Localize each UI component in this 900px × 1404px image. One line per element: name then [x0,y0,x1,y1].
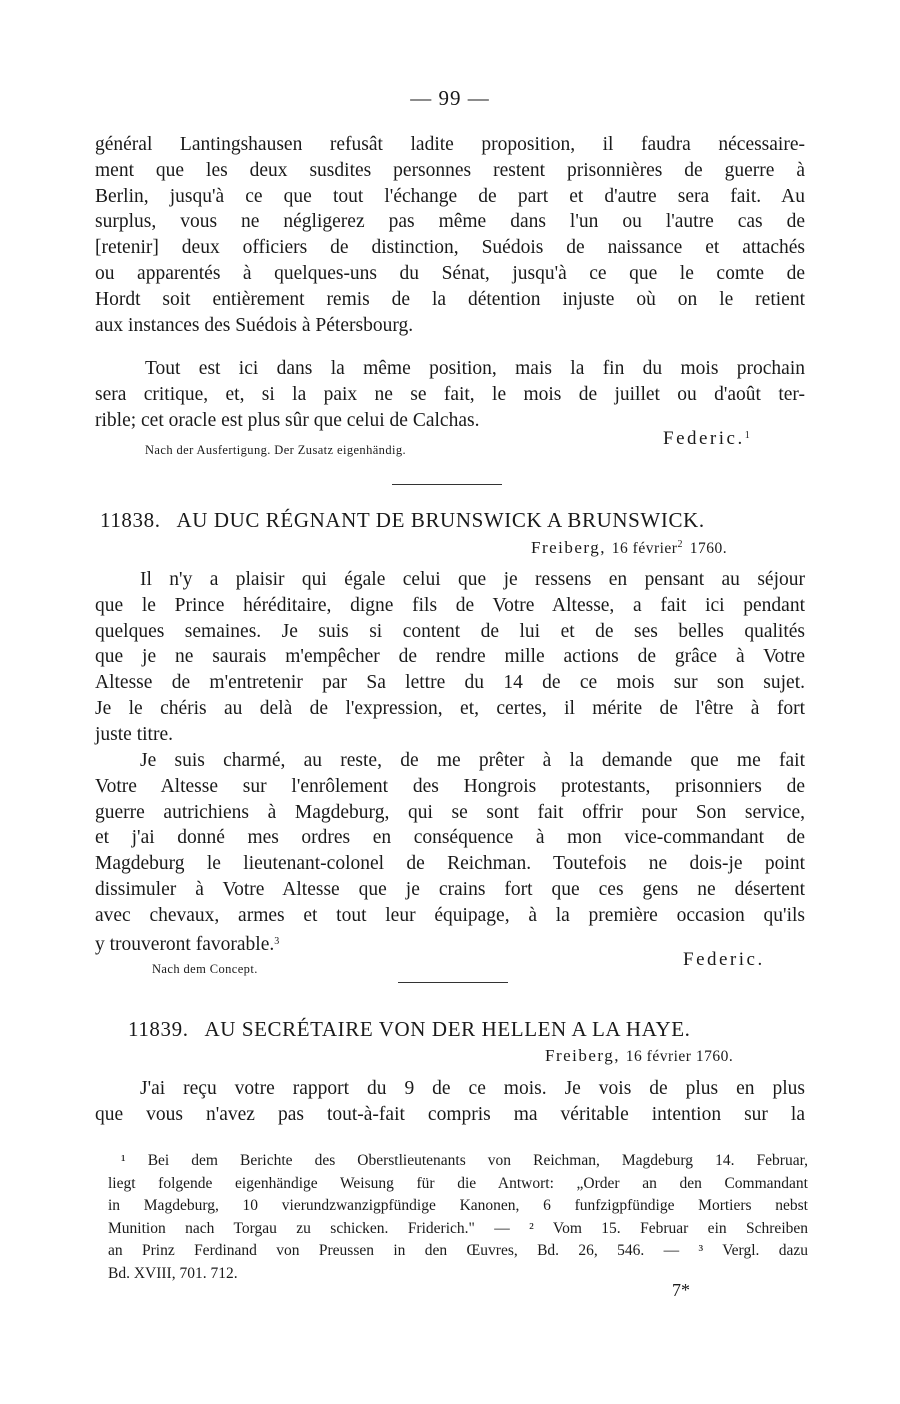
text-line: Votre Altesse sur l'enrôlement des Hongrois protestants, prisonniers de [95,775,805,797]
source-note: Nach der Ausfertigung. Der Zusatz eigenhändig. [145,443,407,457]
place-date [545,1046,733,1066]
text-line: Tout est ici dans la même position, mais la fin du mois prochain [145,358,805,379]
footnote-line: Munition nach Torgau zu schicken. Friderich." — ² Vom 15. Februar ein Schreiben [108,1219,808,1237]
text-line: dissimuler à Votre Altesse que je crains fort que ces gens ne désertent [95,878,805,900]
footnote-line: an Prinz Ferdinand von Preussen in den Œuvres, Bd. 26, 546. — ³ Vergl. dazu [108,1242,808,1259]
footnote-line: Bd. XVIII, 701. 712. [108,1264,238,1282]
date: 16 février [611,540,678,557]
text-line: aux instances des Suédois à Pétersbourg. [95,314,414,336]
text-line: rible; cet oracle est plus sûr que celui de Calchas. [95,409,480,431]
text-line: Je suis charmé, au reste, de me prêter à la demande que me fait [140,750,805,771]
text-line: Magdeburg le lieutenant-colonel de Reichman. Toutefois ne dois-je point [95,853,805,875]
footnotes [108,1150,808,1285]
letter-heading [128,1017,691,1042]
date-year: 1760. [689,540,728,557]
signature-text: Federic. [663,428,745,449]
letter-number: 11838. [100,508,161,532]
footnote-ref: 2 [677,539,684,550]
text-line: Il n'y a plaisir qui égale celui que je ressens en pensant au séjour [140,569,805,590]
letter-title: AU SECRÉTAIRE VON DER HELLEN A LA HAYE. [204,1017,691,1041]
text-line: [retenir] deux officiers de distinction, Suédois de naissance et attachés [95,237,805,259]
text-line: que vous n'avez pas tout-à-fait compris ma véritable intention sur la [95,1103,805,1125]
text-line: surplus, vous ne négligerez pas même dans l'un ou l'autre cas de [95,211,805,233]
text-line: guerre autrichiens à Magdeburg, qui se sont fait offrir pour Son service, [95,801,805,823]
text-line: général Lantingshausen refusât ladite proposition, il faudra nécessaire- [95,134,805,155]
text-line: Berlin, jusqu'à ce que tout l'échange de part et d'autre sera fait. Au [95,185,805,207]
text-line: juste titre. [95,723,173,745]
footnote-ref: 1 [744,430,753,441]
text-line: que je ne saurais m'empêcher de rendre mille actions de grâce à Votre [95,646,805,668]
place: Freiberg, [531,538,607,557]
signature [663,428,752,450]
text-line: sera critique, et, si la paix ne se fait, le mois de juillet ou d'août ter- [95,383,805,405]
paragraph [95,748,805,957]
text-line: ou apparentés à quelques-uns du Sénat, jusqu'à ce que le comte de [95,262,805,284]
signature: Federic. [683,949,765,970]
footnote-line: in Magdeburg, 10 vierundzwanzigpfündige Kanonen, 6 funfzigpfündige Mortiers nebst [108,1197,808,1214]
divider [398,982,508,983]
footnote-ref: 3 [274,935,280,947]
place-date [531,538,727,558]
footnote-line: liegt folgende eigenhändige Weisung für die Antwort: „Order an den Commandant [108,1174,808,1192]
signature-mark: 7* [672,1280,690,1300]
place: Freiberg, [545,1046,621,1065]
text-line: ment que les deux susdites personnes restent prisonnières de guerre à [95,159,805,181]
letter-heading [100,508,705,533]
text-span: y trouveront favorable. [95,933,275,955]
text-line: J'ai reçu votre rapport du 9 de ce mois. Je vois de plus en plus [140,1078,805,1099]
letter-number: 11839. [128,1017,189,1041]
postscript [95,356,805,433]
page-number-header: — 99 — [410,86,490,110]
text-line: et j'ai donné mes ordres en conséquence à mon vice-commandant de [95,827,805,849]
divider [392,484,502,485]
letter-title: AU DUC RÉGNANT DE BRUNSWICK A BRUNSWICK. [176,508,705,532]
paragraph [95,567,805,748]
letter-continuation [95,132,805,338]
text-line: quelques semaines. Je suis si content de lui et de ses belles qualités [95,620,805,642]
text-line: Altesse de m'entretenir par Sa lettre du 14 de ce mois sur son sujet. [95,672,805,694]
text-line: Hordt soit entièrement remis de la détention injuste où on le retient [95,288,805,310]
text-line: que le Prince héréditaire, digne fils de Votre Altesse, a fait ici pendant [95,594,805,616]
footnote-line: ¹ Bei dem Berichte des Oberstlieutenants von Reichman, Magdeburg 14. Februar, [121,1152,808,1169]
date: 16 février 1760. [625,1048,734,1065]
paragraph [95,1076,805,1128]
text-line: avec chevaux, armes et tout leur équipage, à la première occasion qu'ils [95,904,805,926]
text-line: Je le chéris au delà de l'expression, et, certes, il mérite de l'être à fort [95,697,805,719]
source-note: Nach dem Concept. [152,962,258,976]
